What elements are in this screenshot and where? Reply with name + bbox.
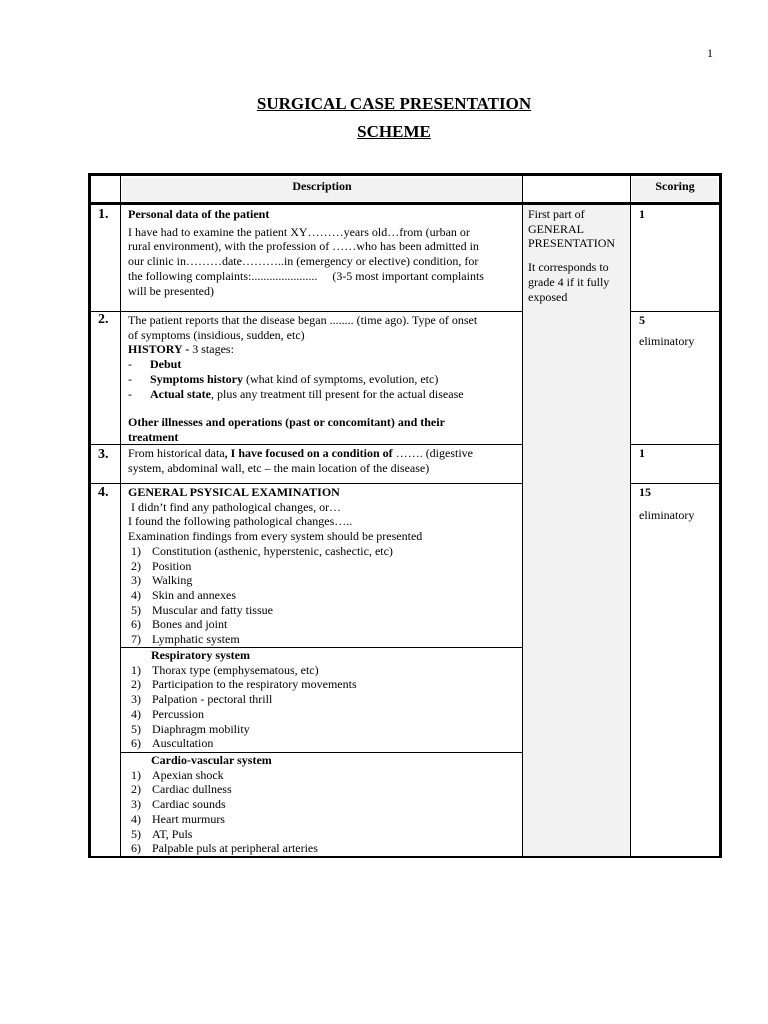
side-note-line: It corresponds to bbox=[528, 260, 609, 275]
list-item: 6) Bones and joint bbox=[128, 617, 228, 632]
list-item bbox=[128, 372, 520, 387]
row-divider bbox=[88, 483, 523, 484]
row-text-bold: , I have focused on a condition of bbox=[224, 446, 393, 460]
bullet: - bbox=[128, 371, 132, 386]
list-item-text: (what kind of symptoms, evolution, etc) bbox=[243, 371, 439, 386]
list-item: 4) Percussion bbox=[128, 706, 204, 721]
row-number: 1. bbox=[98, 207, 109, 222]
header-divider bbox=[88, 202, 722, 205]
row-text-line: our clinic in………date………..in (emergency or elective) condition, for bbox=[128, 254, 479, 269]
list-item-text: Apexian shock bbox=[152, 767, 224, 782]
list-item-text: Palpable puls at peripheral arteries bbox=[152, 841, 318, 856]
list-item-text: Percussion bbox=[152, 706, 204, 721]
table-border-top bbox=[88, 173, 722, 176]
list-item-text: Skin and annexes bbox=[152, 587, 236, 602]
side-note bbox=[528, 207, 628, 304]
side-note-line: First part of bbox=[528, 207, 585, 221]
list-item-text: Lymphatic system bbox=[152, 632, 240, 647]
list-item: 6) Palpable puls at peripheral arteries bbox=[128, 841, 318, 856]
scoring-table bbox=[88, 173, 722, 858]
list-item: 3) Palpation - pectoral thrill bbox=[128, 692, 273, 707]
section-heading: Respiratory system bbox=[151, 648, 250, 662]
list-item-text: Palpation - pectoral thrill bbox=[152, 692, 273, 707]
row-text-line: the following complaints:...................... (3-5 most important complaints bbox=[128, 268, 484, 283]
row-heading: GENERAL PSYSICAL EXAMINATION bbox=[128, 485, 340, 499]
header-scoring: Scoring bbox=[655, 179, 695, 193]
list-item: 2) Participation to the respiratory movements bbox=[128, 677, 357, 692]
list-item-text: Thorax type (emphysematous, etc) bbox=[152, 662, 319, 677]
respiratory-section bbox=[128, 648, 520, 751]
table-border-left bbox=[88, 173, 91, 858]
page-number: 1 bbox=[707, 46, 713, 60]
row-score: 15 bbox=[639, 485, 651, 499]
table-border-right bbox=[719, 173, 722, 858]
row-text: ……. (digestive bbox=[392, 446, 474, 460]
list-item: 5) AT, Puls bbox=[128, 826, 193, 841]
section-heading: Cardio-vascular system bbox=[151, 753, 272, 767]
side-note-line: grade 4 if it fully bbox=[528, 274, 610, 289]
row-divider bbox=[88, 311, 523, 312]
document-title: SURGICAL CASE PRESENTATION bbox=[256, 94, 532, 113]
list-item: 3) Cardiac sounds bbox=[128, 797, 226, 812]
list-item-text: Heart murmurs bbox=[152, 811, 225, 826]
col-divider bbox=[522, 173, 523, 858]
row-text-line: of symptoms (insidious, sudden, etc) bbox=[128, 327, 305, 342]
row-score-note: eliminatory bbox=[639, 508, 695, 522]
header-description: Description bbox=[292, 179, 352, 193]
list-item: 1) Thorax type (emphysematous, etc) bbox=[128, 662, 319, 677]
bullet: - bbox=[128, 357, 132, 372]
list-item: 2) Cardiac dullness bbox=[128, 782, 232, 797]
list-item-text: Bones and joint bbox=[152, 617, 228, 632]
row-divider bbox=[631, 311, 722, 312]
row-2-description bbox=[128, 313, 520, 445]
row-text-line: system, abdominal wall, etc – the main location of the disease) bbox=[128, 460, 430, 475]
list-item: 5) Muscular and fatty tissue bbox=[128, 602, 273, 617]
row-text-line: I found the following pathological changes….. bbox=[128, 514, 353, 529]
side-note-line: GENERAL bbox=[528, 221, 584, 236]
row-text-line: I have had to examine the patient XY………years old…from (urban or bbox=[128, 224, 470, 239]
row-divider bbox=[631, 483, 722, 484]
list-item: 7) Lymphatic system bbox=[128, 632, 240, 647]
list-item-text: Muscular and fatty tissue bbox=[152, 602, 273, 617]
list-item-text: , plus any treatment till present for the actual disease bbox=[210, 386, 464, 401]
list-item-text: Cardiac dullness bbox=[152, 782, 232, 797]
list-item-text: Participation to the respiratory movements bbox=[152, 677, 357, 692]
document-subtitle: SCHEME bbox=[357, 122, 431, 141]
list-item-text: Cardiac sounds bbox=[152, 797, 226, 812]
row-text: From historical data bbox=[128, 446, 225, 460]
row-text-line: I didn’t find any pathological changes, or… bbox=[128, 499, 342, 514]
history-text: 3 stages: bbox=[189, 342, 234, 357]
list-item-label: Symptoms history bbox=[150, 371, 244, 386]
list-item: 4) Skin and annexes bbox=[128, 587, 236, 602]
row-text-line: treatment bbox=[128, 429, 179, 444]
side-note-line: exposed bbox=[528, 289, 568, 304]
row-text-line: Examination findings from every system should be presented bbox=[128, 529, 423, 544]
row-score: 5 bbox=[639, 313, 645, 327]
list-item-text: AT, Puls bbox=[152, 826, 193, 841]
row-score: 1 bbox=[639, 207, 645, 221]
list-item: 1) Apexian shock bbox=[128, 767, 224, 782]
row-text-line: The patient reports that the disease began ........ (time ago). Type of onset bbox=[128, 313, 478, 327]
table-border-bottom bbox=[88, 856, 722, 858]
list-item: 3) Walking bbox=[128, 573, 193, 588]
list-item-text: Auscultation bbox=[152, 736, 214, 751]
list-item-text: Constitution (asthenic, hyperstenic, cashectic, etc) bbox=[152, 543, 393, 558]
row-number: 4. bbox=[98, 485, 109, 500]
list-item-label: Debut bbox=[150, 357, 182, 372]
list-item: 6) Auscultation bbox=[128, 736, 214, 751]
row-number: 2. bbox=[98, 312, 109, 327]
row-1-description bbox=[128, 207, 520, 298]
list-item-text: Diaphragm mobility bbox=[152, 721, 250, 736]
bullet: - bbox=[128, 386, 132, 401]
row-text-line: rural environment), with the profession of ……who has been admitted in bbox=[128, 239, 479, 254]
list-item bbox=[128, 357, 520, 372]
list-item: 1) Constitution (asthenic, hyperstenic, cashectic, etc) bbox=[128, 543, 393, 558]
row-4-description bbox=[128, 485, 520, 647]
list-item: 2) Position bbox=[128, 558, 192, 573]
row-number: 3. bbox=[98, 447, 109, 462]
list-item: 4) Heart murmurs bbox=[128, 811, 225, 826]
list-item-text: Walking bbox=[152, 573, 193, 588]
side-note-line: PRESENTATION bbox=[528, 236, 616, 251]
cardio-section bbox=[128, 753, 520, 856]
list-item: 5) Diaphragm mobility bbox=[128, 721, 250, 736]
row-text-line: Other illnesses and operations (past or concomitant) and their bbox=[128, 415, 445, 430]
row-divider bbox=[631, 444, 722, 445]
row-score: 1 bbox=[639, 446, 645, 460]
list-item-text: Position bbox=[152, 558, 192, 573]
row-heading: Personal data of the patient bbox=[128, 207, 270, 221]
row-text-line: will be presented) bbox=[128, 283, 214, 298]
row-3-description bbox=[128, 446, 520, 475]
list-item-label: Actual state bbox=[150, 386, 211, 401]
col-divider bbox=[120, 173, 121, 858]
list-item bbox=[128, 387, 520, 402]
history-label: HISTORY - bbox=[128, 342, 190, 357]
row-score-note: eliminatory bbox=[639, 334, 695, 348]
col-divider bbox=[630, 173, 631, 858]
